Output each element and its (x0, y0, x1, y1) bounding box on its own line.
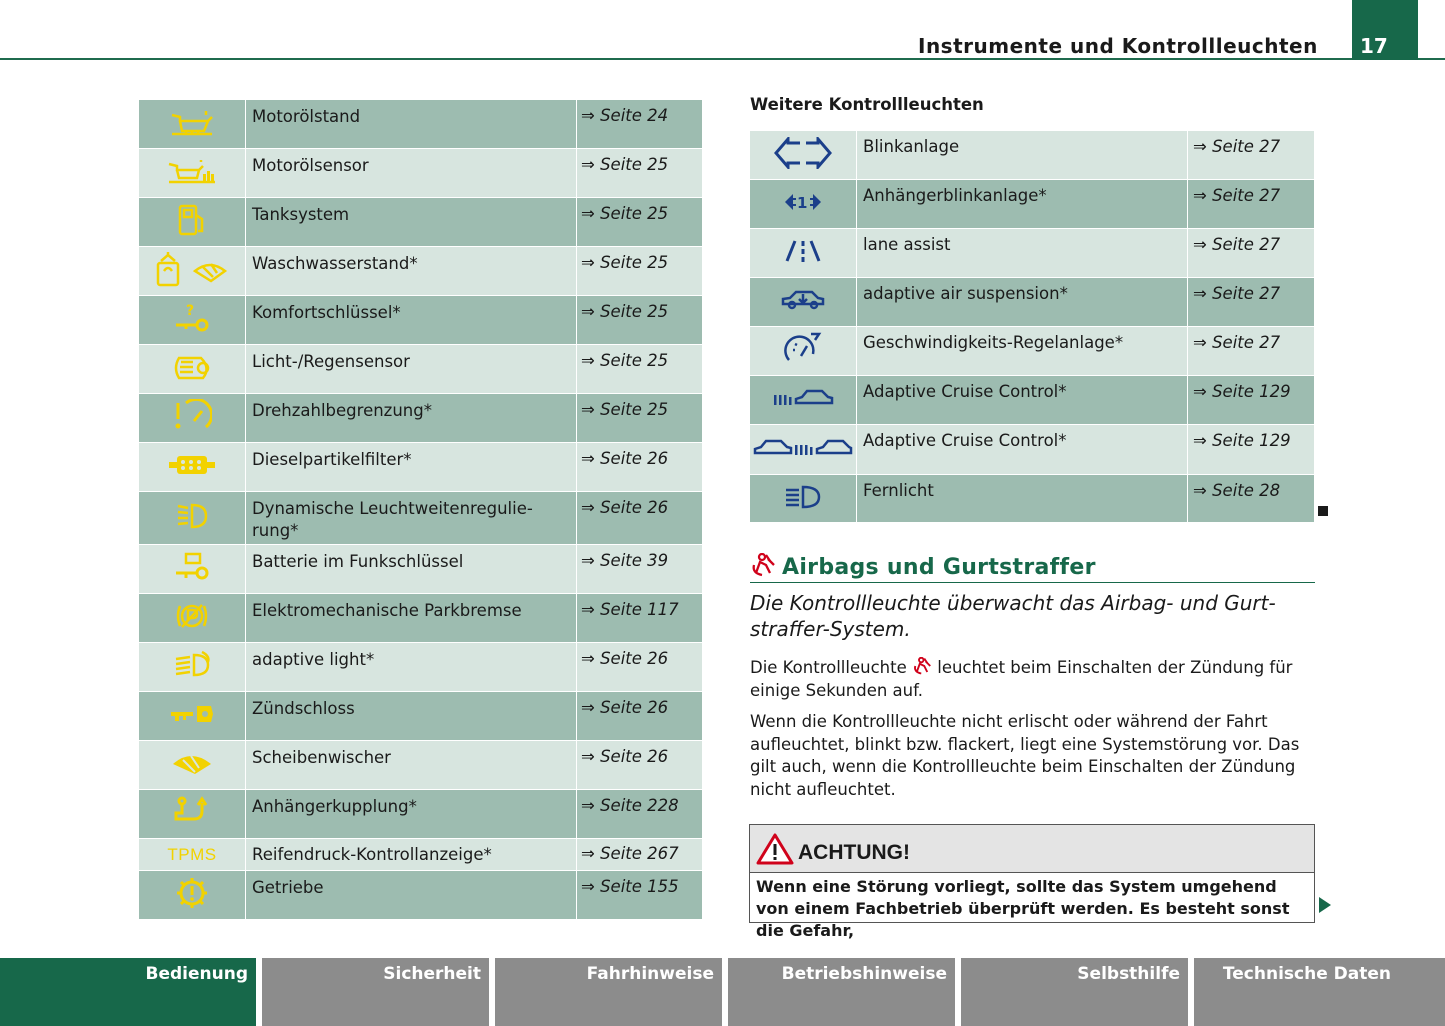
page-ref-link[interactable]: ⇒ Seite 25 (577, 345, 703, 394)
page-ref-link[interactable]: ⇒ Seite 25 (577, 198, 703, 247)
page-ref-link[interactable]: ⇒ Seite 39 (577, 545, 703, 594)
table-row (139, 394, 703, 443)
table-row (750, 278, 1315, 327)
table-label: Dieselpartikelfilter* (246, 443, 577, 492)
paragraph-text: leuchtet beim Einschalten der Zündung für einige Sekunden auf. (750, 658, 1293, 700)
wiper-icon (139, 741, 246, 790)
table-label: Motorölstand (246, 100, 577, 149)
acc-distance-icon (750, 425, 857, 475)
warning-box (749, 824, 1315, 940)
table-row (139, 741, 703, 790)
page-ref-link[interactable]: ⇒ Seite 155 (577, 871, 703, 920)
table-row (139, 100, 703, 149)
table-row (139, 790, 703, 839)
section-end-marker (1318, 506, 1328, 516)
table-label: Waschwasserstand* (246, 247, 577, 296)
parking-brake-icon (139, 594, 246, 643)
page-ref-link[interactable]: ⇒ Seite 129 (1188, 376, 1315, 425)
table-label: Blinkanlage (857, 131, 1188, 180)
airbag-icon (912, 657, 932, 675)
page-ref-link[interactable]: ⇒ Seite 26 (577, 741, 703, 790)
tpms-icon (139, 839, 246, 871)
nav-tab-bedienung[interactable]: Bedienung (0, 958, 256, 1026)
page-ref-link[interactable]: ⇒ Seite 129 (1188, 425, 1315, 475)
turn-signal-icon (750, 131, 857, 180)
table-label: Tanksystem (246, 198, 577, 247)
page-header-title: Instrumente und Kontrollleuchten (918, 34, 1318, 58)
table-label: Adaptive Cruise Control* (857, 376, 1188, 425)
tow-hitch-icon (139, 790, 246, 839)
table-row (750, 229, 1315, 278)
table-label: Komfortschlüssel* (246, 296, 577, 345)
continue-arrow-icon (1318, 896, 1332, 914)
table-label: Drehzahlbegrenzung* (246, 394, 577, 443)
section-rule (750, 582, 1315, 583)
table-label: Getriebe (246, 871, 577, 920)
nav-tab-betriebshinweise[interactable]: Betriebshinweise (728, 958, 955, 1026)
trailer-signal-icon (750, 180, 857, 229)
warning-title: ACHTUNG! (798, 841, 910, 864)
page-ref-link[interactable]: ⇒ Seite 26 (577, 443, 703, 492)
table-label: adaptive air suspension* (857, 278, 1188, 327)
gearbox-icon (139, 871, 246, 920)
table-row (139, 839, 703, 871)
page-ref-link[interactable]: ⇒ Seite 26 (577, 643, 703, 692)
table-row (750, 425, 1315, 475)
page-ref-link[interactable]: ⇒ Seite 26 (577, 692, 703, 741)
table-row (139, 345, 703, 394)
table-label: Dynamische Leuchtweitenregulie-rung* (246, 492, 577, 545)
table-label: Licht-/Regensensor (246, 345, 577, 394)
light-rain-sensor-icon (139, 345, 246, 394)
tpms-icon-text: TPMS (167, 844, 217, 864)
warning-lights-table (138, 99, 703, 920)
table-label: Geschwindigkeits-Regelanlage* (857, 327, 1188, 376)
diesel-filter-icon (139, 443, 246, 492)
ignition-key-icon (139, 692, 246, 741)
page-ref-link[interactable]: ⇒ Seite 27 (1188, 131, 1315, 180)
warning-header (750, 825, 1314, 873)
table-row (750, 475, 1315, 523)
table-label: adaptive light* (246, 643, 577, 692)
warning-text: Wenn eine Störung vorliegt, sollte das System umgehend von einem Fachbetrieb überprüft werden. Es besteht sonst die Gefahr, (756, 877, 1290, 940)
table-label: Anhängerblinkanlage* (857, 180, 1188, 229)
nav-tab-fahrhinweise[interactable]: Fahrhinweise (495, 958, 722, 1026)
more-lights-table (749, 130, 1315, 523)
table-row (139, 443, 703, 492)
acc-icon (750, 376, 857, 425)
table-row (139, 871, 703, 920)
table-row (139, 198, 703, 247)
table-label: Anhängerkupplung* (246, 790, 577, 839)
table-row (750, 327, 1315, 376)
page-ref-link[interactable]: ⇒ Seite 26 (577, 492, 703, 545)
page-ref-link[interactable]: ⇒ Seite 25 (577, 149, 703, 198)
washer-fluid-icon (139, 247, 246, 296)
high-beam-icon (750, 475, 857, 523)
headlight-range-icon (139, 492, 246, 545)
page-number: 17 (1352, 0, 1418, 60)
table-row (139, 492, 703, 545)
cruise-control-icon (750, 327, 857, 376)
nav-tab-selbsthilfe[interactable]: Selbsthilfe (961, 958, 1188, 1026)
rev-limit-icon (139, 394, 246, 443)
table-label: Motorölsensor (246, 149, 577, 198)
page-ref-link[interactable]: ⇒ Seite 24 (577, 100, 703, 149)
table-row (750, 180, 1315, 229)
airbag-intro: Die Kontrollleuchte überwacht das Airbag- und Gurt-straffer-System. (750, 591, 1276, 641)
table-label: Batterie im Funkschlüssel (246, 545, 577, 594)
airbag-paragraph-1 (750, 657, 1315, 702)
svg-text:?: ? (186, 303, 195, 319)
table-row (139, 247, 703, 296)
table-label: Reifendruck-Kontrollanzeige* (246, 839, 577, 871)
airbag-paragraph-2: Wenn die Kontrollleuchte nicht erlischt oder während der Fahrt aufleuchtet, blinkt bzw. flackert, liegt eine Systemstörung vor. Das gilt auch, wenn die Kontrollleuchte beim Einschalten der Zündung nicht aufleuchtet. (750, 712, 1300, 799)
page-ref-link[interactable]: ⇒ Seite 27 (1188, 327, 1315, 376)
airbag-section-title (750, 553, 1096, 580)
page-ref-link[interactable]: ⇒ Seite 267 (577, 839, 703, 871)
airbag-title-text: Airbags und Gurtstraffer (782, 555, 1096, 580)
airbag-icon (750, 553, 776, 577)
page-ref-link[interactable]: ⇒ Seite 27 (1188, 180, 1315, 229)
page-ref-link[interactable]: ⇒ Seite 117 (577, 594, 703, 643)
table-label: Scheibenwischer (246, 741, 577, 790)
page-ref-link[interactable]: ⇒ Seite 28 (1188, 475, 1315, 523)
air-suspension-icon (750, 278, 857, 327)
key-battery-icon (139, 545, 246, 594)
table-row (750, 131, 1315, 180)
oil-sensor-icon (139, 149, 246, 198)
lane-assist-icon (750, 229, 857, 278)
nav-tab-technische-daten[interactable]: Technische Daten (1194, 958, 1399, 1026)
table-label: Adaptive Cruise Control* (857, 425, 1188, 475)
fuel-pump-icon (139, 198, 246, 247)
page-ref-link[interactable]: ⇒ Seite 25 (577, 394, 703, 443)
page-ref-link[interactable]: ⇒ Seite 27 (1188, 278, 1315, 327)
table-row (139, 149, 703, 198)
header-rule (0, 58, 1445, 60)
page-ref-link[interactable]: ⇒ Seite 25 (577, 247, 703, 296)
svg-text:1: 1 (797, 194, 808, 212)
table-row (139, 643, 703, 692)
comfort-key-icon (139, 296, 246, 345)
section-heading: Weitere Kontrollleuchten (750, 95, 984, 114)
adaptive-light-icon (139, 643, 246, 692)
table-row (139, 692, 703, 741)
page-ref-link[interactable]: ⇒ Seite 27 (1188, 229, 1315, 278)
nav-tab-sicherheit[interactable]: Sicherheit (262, 958, 489, 1026)
table-row (139, 545, 703, 594)
table-label: Zündschloss (246, 692, 577, 741)
page-ref-link[interactable]: ⇒ Seite 25 (577, 296, 703, 345)
paragraph-text: Die Kontrollleuchte (750, 658, 907, 677)
table-row (139, 296, 703, 345)
warning-triangle-icon (756, 833, 794, 865)
table-label: Elektromechanische Parkbremse (246, 594, 577, 643)
table-row (750, 376, 1315, 425)
table-row (139, 594, 703, 643)
oil-level-icon (139, 100, 246, 149)
table-label: lane assist (857, 229, 1188, 278)
table-label: Fernlicht (857, 475, 1188, 523)
page-ref-link[interactable]: ⇒ Seite 228 (577, 790, 703, 839)
